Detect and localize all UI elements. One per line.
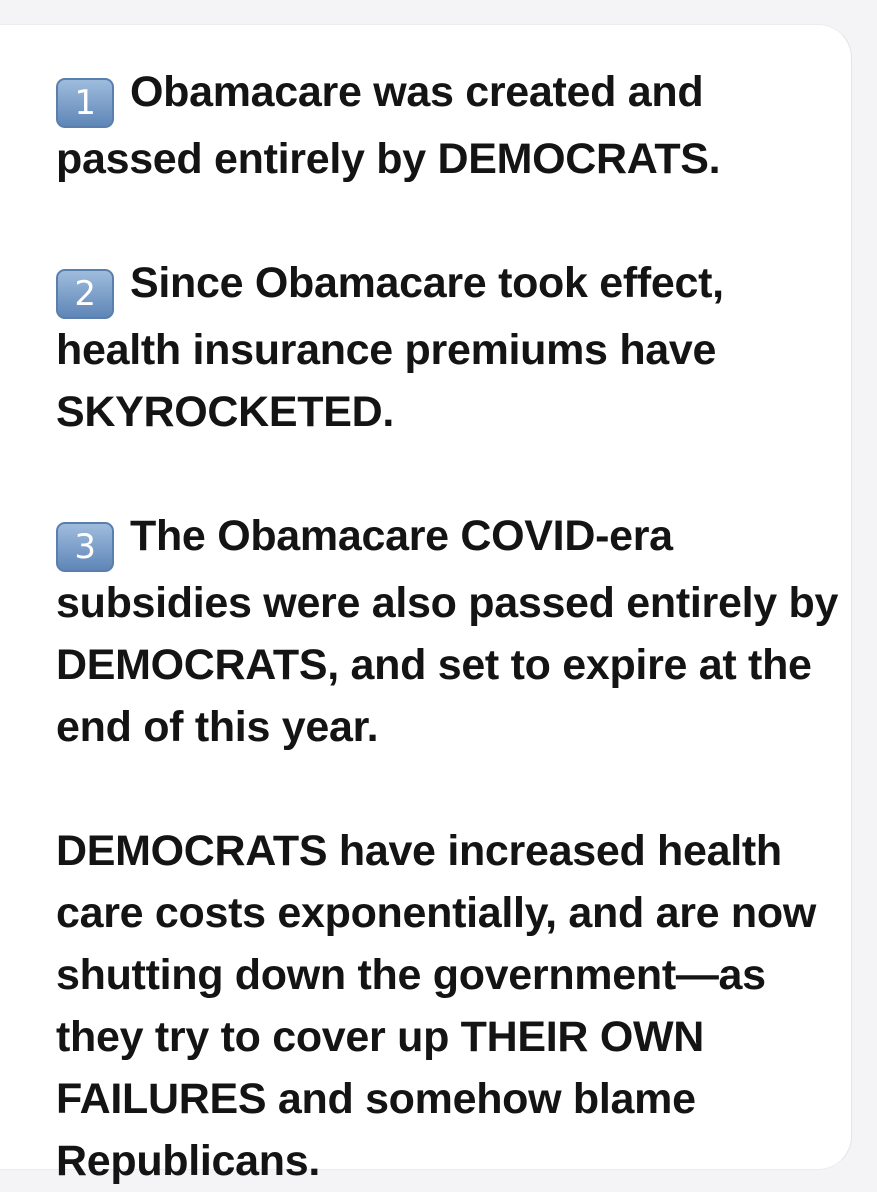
post-card <box>0 24 852 1185</box>
point-1 <box>56 61 846 190</box>
keycap-three-icon: 3 <box>56 522 114 572</box>
point-2-text: Since Obamacare took effect, health insurance premiums have SKYROCKETED. <box>56 259 724 436</box>
point-2 <box>56 252 846 443</box>
post-text <box>56 61 846 1192</box>
conclusion: DEMOCRATS have increased health care costs exponentially, and are now shutting down the government—as they try to cover up THEIR OWN FAILURES and somehow blame Republicans. <box>56 827 816 1185</box>
point-3-text: The Obamacare COVID-era subsidies were also passed entirely by DEMOCRATS, and set to expire at the end of this year. <box>56 512 839 751</box>
point-3 <box>56 505 846 758</box>
keycap-two-icon: 2 <box>56 269 114 319</box>
keycap-one-icon: 1 <box>56 78 114 128</box>
point-1-text: Obamacare was created and passed entirely by DEMOCRATS. <box>56 68 721 183</box>
